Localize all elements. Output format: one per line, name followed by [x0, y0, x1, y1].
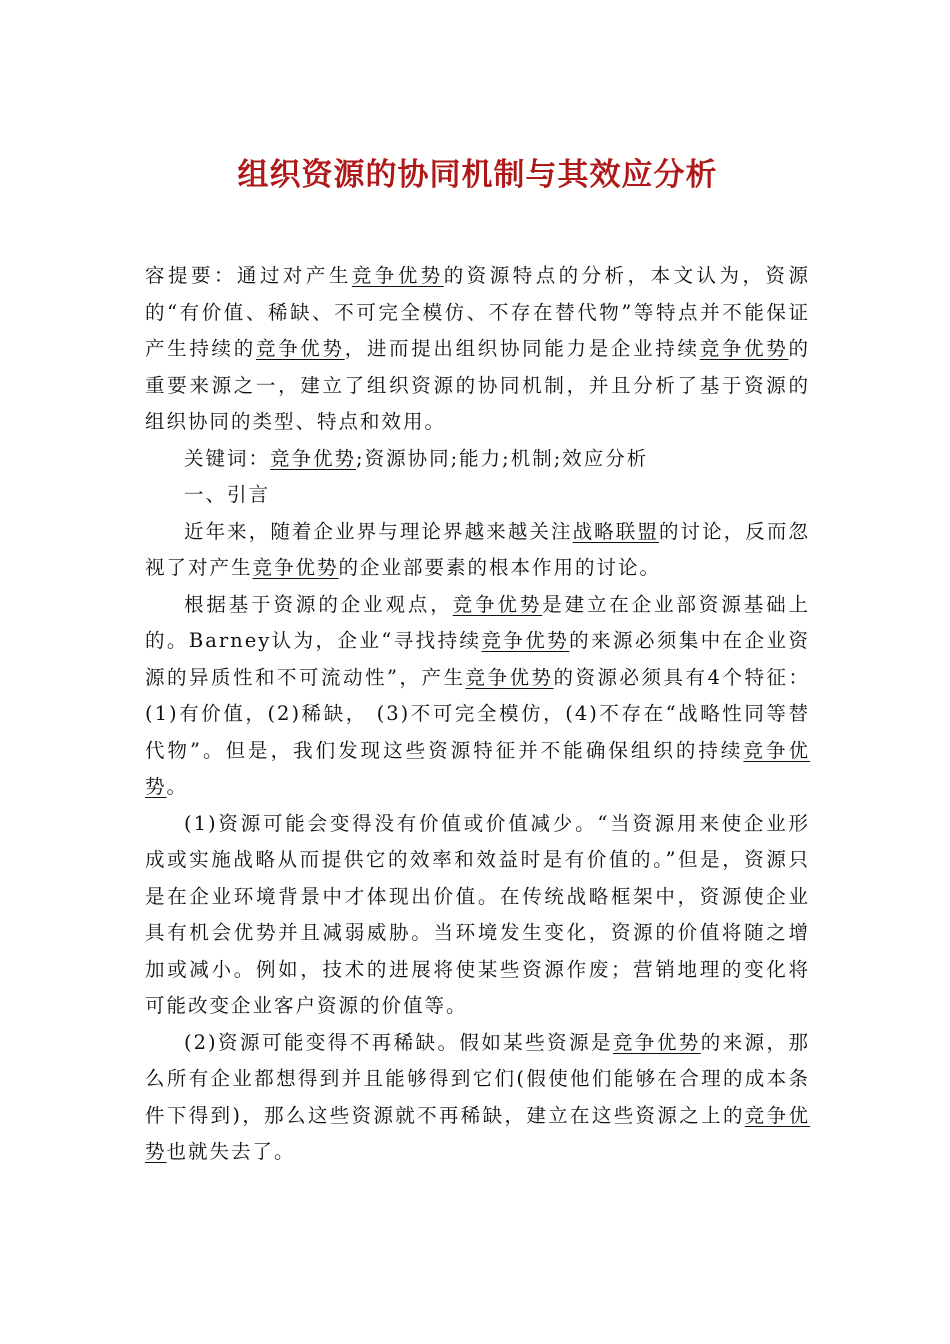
paragraph-text: 是建立在企业部资源基础上的。Barney认为，企业“寻找持续 [145, 592, 810, 652]
competitive-advantage-link[interactable]: 竞争优势 [255, 337, 345, 360]
paragraph-text: 的来源必须集中在企业资源的异质性和不可流动性”，产生 [145, 629, 810, 689]
body-paragraph [145, 587, 810, 806]
competitive-advantage-link[interactable]: 竞争优势 [252, 556, 339, 579]
paragraph-text: 近年来，随着企业界与理论界越来越关注 [184, 519, 573, 543]
body-paragraph: (1)资源可能会变得没有价值或价值减少。“当资源用来使企业形成或实施战略从而提供它的效率和效益时是有价值的。”但是，资源只是在企业环境背景中才体现出价值。在传统战略框架中，资源使企业具有机会优势并且减弱威胁。当环境发生变化，资源的价值将随之增加或减小。例如，技术的进展将使某些资源作废；营销地理的变化将可能改变企业客户资源的价值等。 [145, 811, 810, 1017]
paragraph-text: 根据基于资源的企业观点， [184, 592, 453, 616]
paragraph-text: 也就失去了。 [166, 1140, 296, 1163]
competitive-advantage-link[interactable]: 竞争优势 [612, 1030, 701, 1054]
abstract-text: 容提要：通过对产生 [145, 264, 352, 287]
competitive-advantage-link[interactable]: 竞争优势 [145, 1103, 810, 1163]
abstract-text: ，进而提出组织协同能力是企业持续 [344, 337, 700, 360]
strategic-alliance-link[interactable]: 战略联盟 [572, 519, 659, 543]
keywords-text: ;资源协同;能力;机制;效应分析 [356, 446, 649, 470]
keywords-line [145, 441, 810, 478]
keywords-label: 关键词： [184, 446, 271, 470]
paragraph-text: 的讨论，反而忽视了对产生 [145, 519, 810, 579]
abstract-text: 的重要来源之一，建立了组织资源的协同机制，并且分析了基于资源的组织协同的类型、特点和效用。 [145, 337, 810, 433]
abstract-paragraph [145, 258, 810, 441]
paragraph-text: (2)资源可能变得不再稀缺。假如某些资源是 [184, 1030, 613, 1054]
competitive-advantage-link[interactable]: 竞争优势 [465, 665, 554, 689]
competitive-advantage-link[interactable]: 竞争优势 [270, 446, 357, 470]
body-paragraph [145, 514, 810, 587]
document-page [145, 150, 810, 1171]
competitive-advantage-link[interactable]: 竞争优势 [145, 738, 810, 798]
document-title: 组织资源的协同机制与其效应分析 [237, 157, 718, 193]
competitive-advantage-link[interactable]: 竞争优势 [351, 264, 444, 287]
abstract-text: 的资源特点的分析，本文认为，资源的“有价值、稀缺、不可完全模仿、不存在替代物”等特点并不能保证产生持续的 [145, 264, 810, 360]
paragraph-text: 的资源必须具有4个特征：(1)有价值，(2)稀缺， (3)不可完全模仿，(4)不存在“战略性同等替代物”。但是，我们发现这些资源特征并不能确保组织的持续 [145, 665, 810, 762]
competitive-advantage-link[interactable]: 竞争优势 [699, 337, 789, 360]
body-paragraph [145, 1025, 810, 1171]
paragraph-text: 的企业部要素的根本作用的讨论。 [338, 556, 662, 579]
paragraph-text: 。 [166, 775, 189, 798]
competitive-advantage-link[interactable]: 竞争优势 [481, 629, 570, 652]
paragraph-text: 的来源，那么所有企业都想得到并且能够得到它们(假使他们能够在合理的成本条件下得到)，那么这些资源就不再稀缺，建立在这些资源之上的 [145, 1030, 810, 1127]
competitive-advantage-link[interactable]: 竞争优势 [452, 592, 543, 616]
section-heading: 一、引言 [184, 483, 271, 506]
